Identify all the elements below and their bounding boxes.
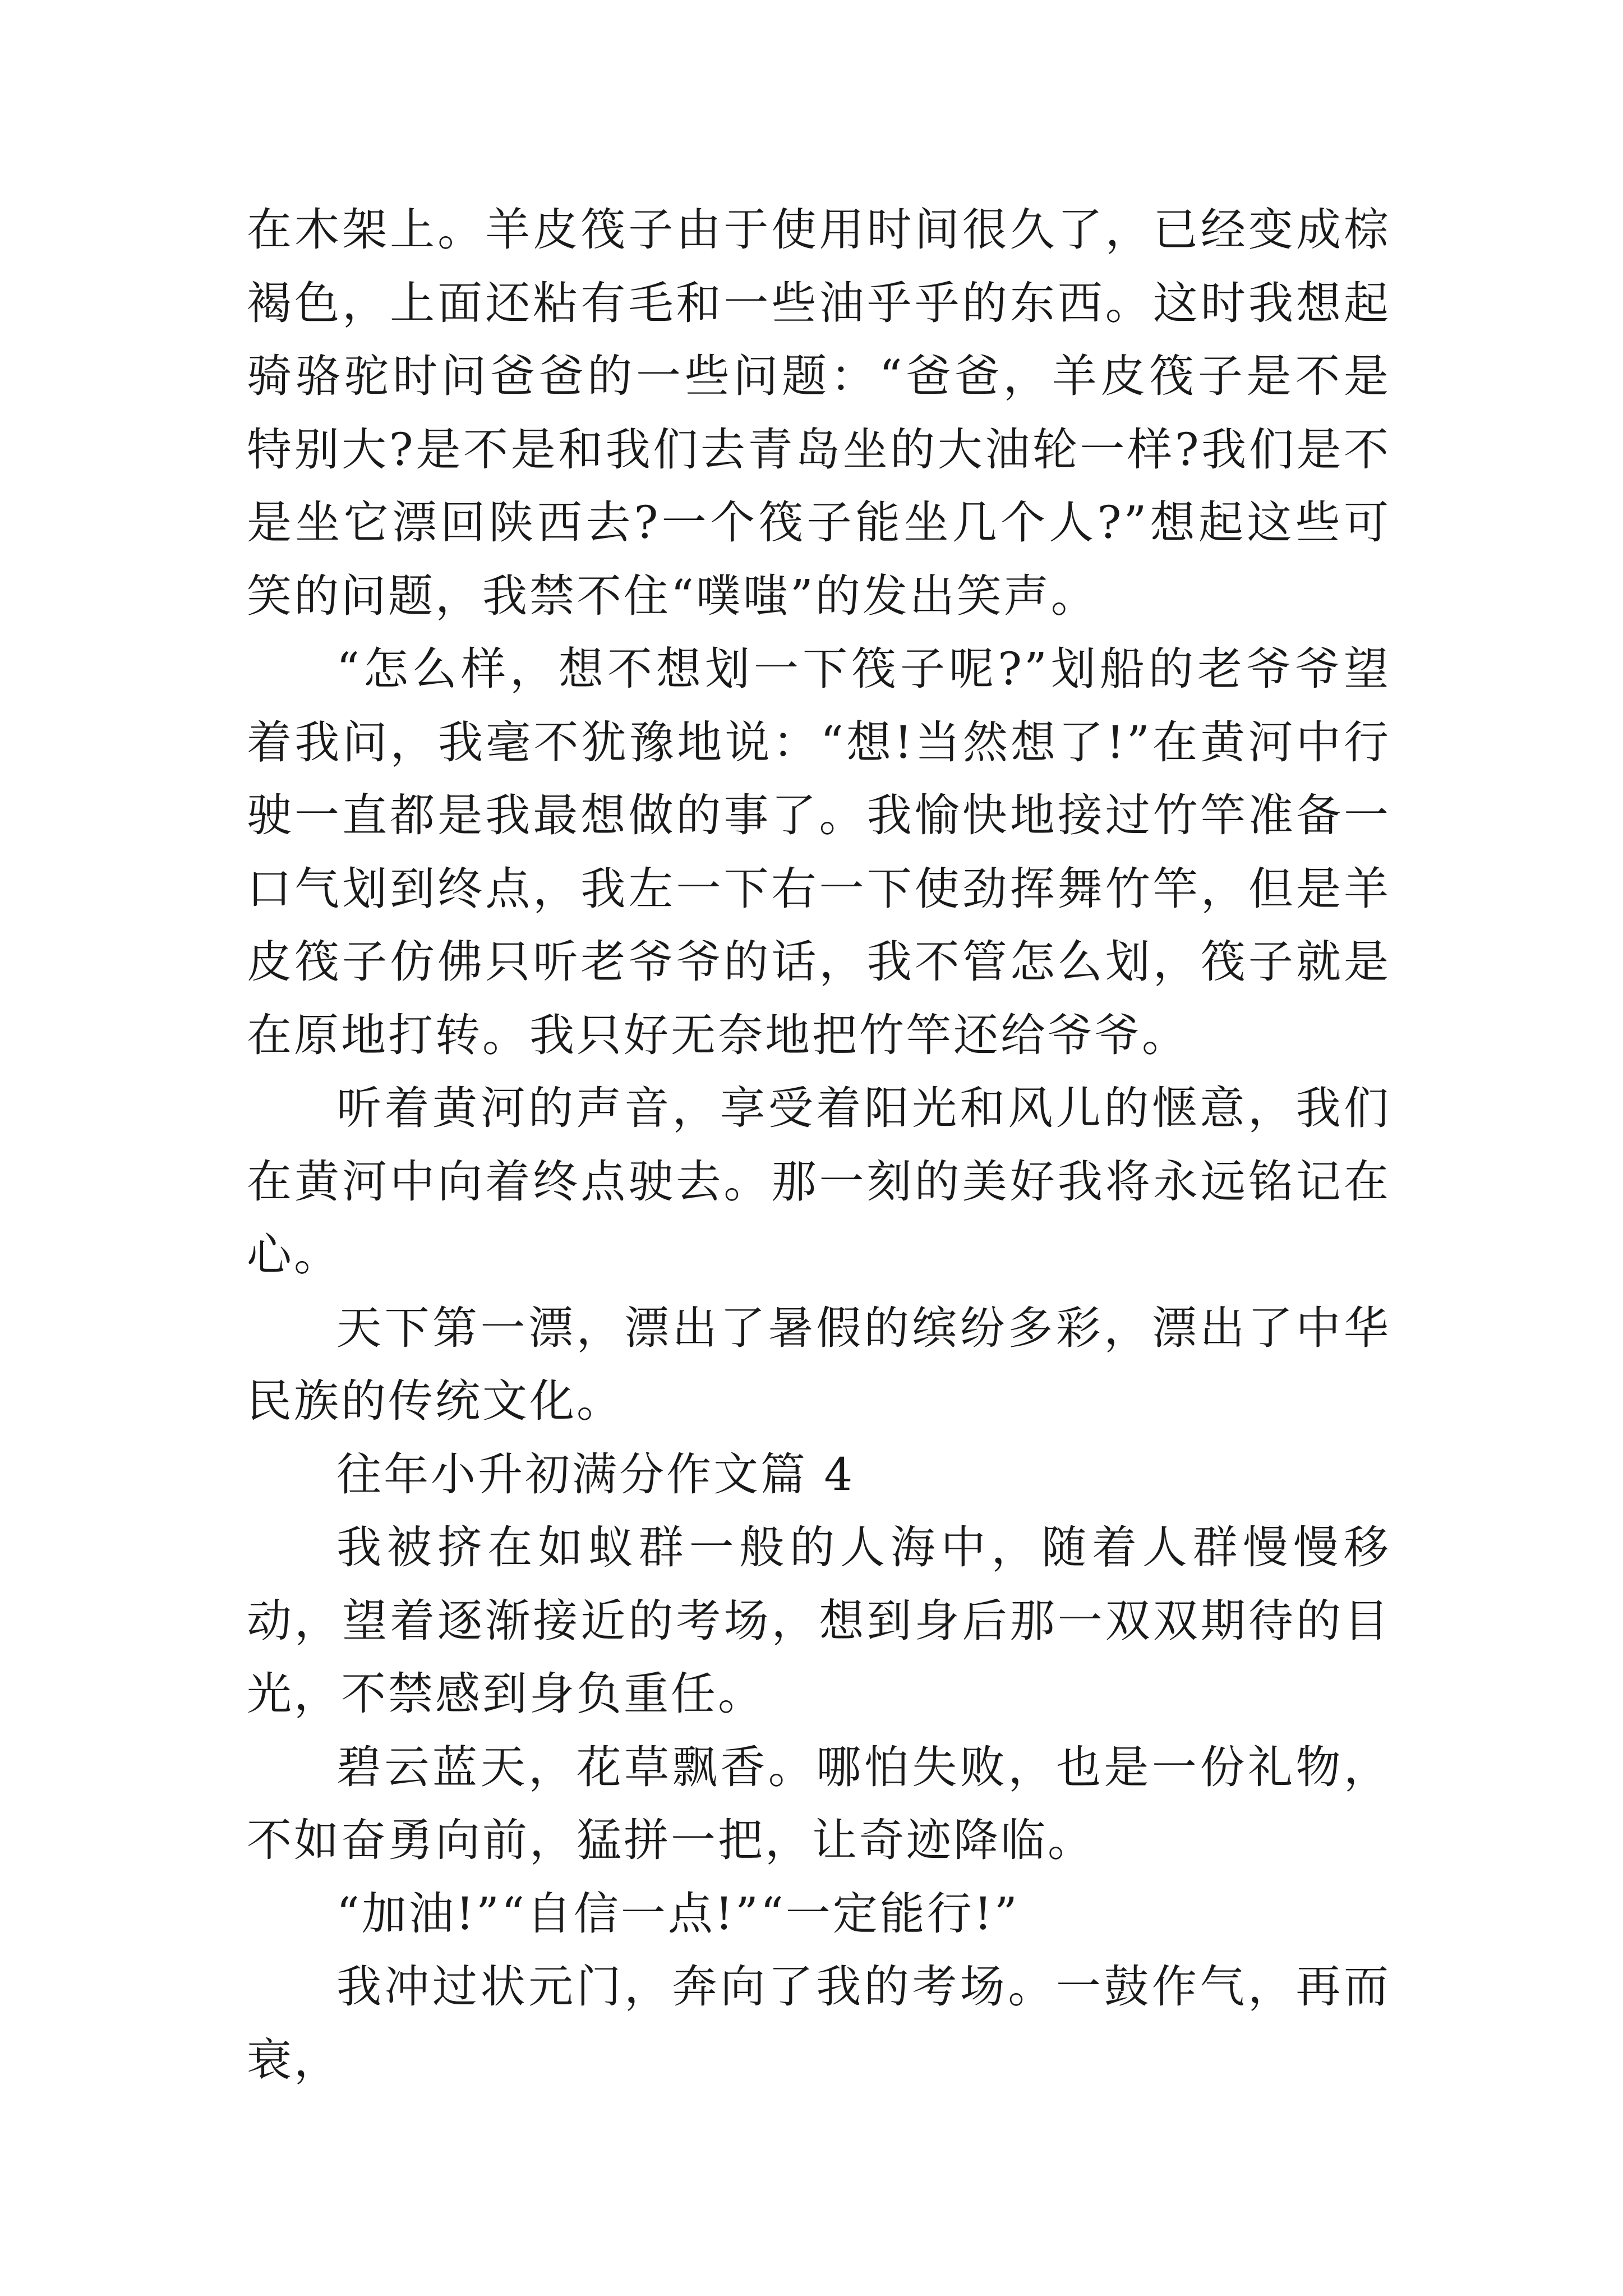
paragraph-exam-crowd: 我被挤在如蚁群一般的人海中，随着人群慢慢移动，望着逐渐接近的考场，想到身后那一双双期待的目光，不禁感到身负重任。 [247, 1521, 1391, 1720]
document-body [247, 194, 1391, 2097]
paragraph-exam-gate: 我冲过状元门，奔向了我的考场。一鼓作气，再而衰， [247, 1961, 1391, 2086]
paragraph-blue-sky: 碧云蓝天，花草飘香。哪怕失败，也是一份礼物，不如奋勇向前，猛拼一把，让奇迹降临。 [247, 1741, 1391, 1866]
paragraph-cheers: “加油!”“自信一点!”“一定能行!” [336, 1887, 1020, 1940]
paragraph-conclusion: 天下第一漂，漂出了暑假的缤纷多彩，漂出了中华民族的传统文化。 [247, 1301, 1391, 1427]
section-heading: 往年小升初满分作文篇 4 [336, 1448, 855, 1501]
paragraph-yellow-river: 听着黄河的声音，享受着阳光和风儿的惬意，我们在黄河中向着终点驶去。那一刻的美好我将永远铭记在心。 [247, 1082, 1391, 1281]
paragraph-raft-dialogue: “怎么样，想不想划一下筏子呢?”划船的老爷爷望着我问，我毫不犹豫地说：“想!当然想了!”在黄河中行驶一直都是我最想做的事了。我愉快地接过竹竿准备一口气划到终点，我左一下右一下使劲挥舞竹竿，但是羊皮筏子仿佛只听老爷爷的话，我不管怎么划，筏子就是在原地打转。我只好无奈地把竹竿还给爷爷。 [247, 643, 1391, 1061]
paragraph-continuation: 在木架上。羊皮筏子由于使用时间很久了，已经变成棕褐色，上面还粘有毛和一些油乎乎的东西。这时我想起骑骆驼时问爸爸的一些问题：“爸爸，羊皮筏子是不是特别大?是不是和我们去青岛坐的大油轮一样?我们是不是坐它漂回陕西去?一个筏子能坐几个人?”想起这些可笑的问题，我禁不住“噗嗤”的发出笑声。 [247, 204, 1391, 622]
